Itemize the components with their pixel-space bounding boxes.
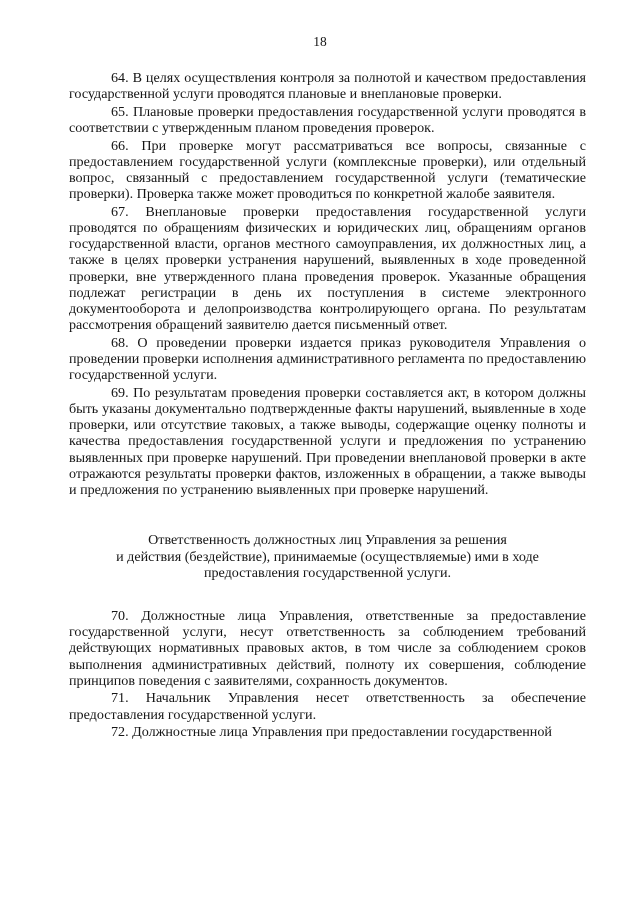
section-heading-line: Ответственность должностных лиц Управления за решения [148, 532, 507, 549]
paragraph-68: 68. О проведении проверки издается приказ руководителя Управления о проведении проверки исполнения административного регламента по предоставлению государственной услуги. [69, 334, 586, 384]
paragraph-67: 67. Внеплановые проверки предоставления государственной услуги проводятся по обращениям физических и юридических лиц, обращениям органов государственной власти, органов местного самоуправления, их должностных лиц, а также в целях проверки устранения нарушений, выявленных в ходе проведенной проверки, вне утвержденного плана проведения проверок. Указанные обращения подлежат регистрации в день их поступления в системе электронного документооборота и делопроизводства контролирующего органа. По результатам рассмотрения обращений заявителю дается письменный ответ. [69, 203, 586, 334]
paragraph-70: 70. Должностные лица Управления, ответственные за предоставление государственной услуги, несут ответственность за соблюдением требований действующих нормативных правовых актов, в том числе за соблюдением сроков выполнения административных действий, полноту их совершения, соблюдение принципов поведения с заявителями, сохранность документов. [69, 608, 586, 689]
section-heading-line: и действия (бездействие), принимаемые (осуществляемые) ими в ходе [116, 548, 539, 565]
paragraph-66: 66. При проверке могут рассматриваться все вопросы, связанные с предоставлением государственной услуги (комплексные проверки), или отдельный вопрос, связанный с предоставлением государственной услуги (тематические проверки). Проверка также может проводиться по конкретной жалобе заявителя. [69, 137, 586, 203]
section-heading-line: предоставления государственной услуги. [203, 565, 452, 582]
page-number: 18 [313, 34, 327, 49]
paragraph-64: 64. В целях осуществления контроля за полнотой и качеством предоставления государственной услуги проводятся плановые и внеплановые проверки. [69, 70, 586, 103]
document-body [69, 70, 586, 740]
section-heading [69, 532, 586, 582]
paragraph-72: 72. Должностные лица Управления при предоставлении государственной [111, 724, 552, 741]
paragraph-71: 71. Начальник Управления несет ответственность за обеспечение предоставления государственной услуги. [69, 690, 586, 723]
paragraph-65: 65. Плановые проверки предоставления государственной услуги проводятся в соответствии с утвержденным планом проведения проверок. [69, 103, 586, 136]
paragraph-69: 69. По результатам проведения проверки составляется акт, в котором должны быть указаны документально подтвержденные факты нарушений, выявленные в ходе проверки, или отсутствие таковых, а также выводы, содержащие оценку полноты и качества предоставления государственной услуги и предложения по устранению выявленных при проверке нарушений. При проведении внеплановой проверки в акте отражаются результаты проверки фактов, изложенных в обращении, а также выводы и предложения по устранению выявленных при проверке нарушений. [69, 384, 586, 499]
